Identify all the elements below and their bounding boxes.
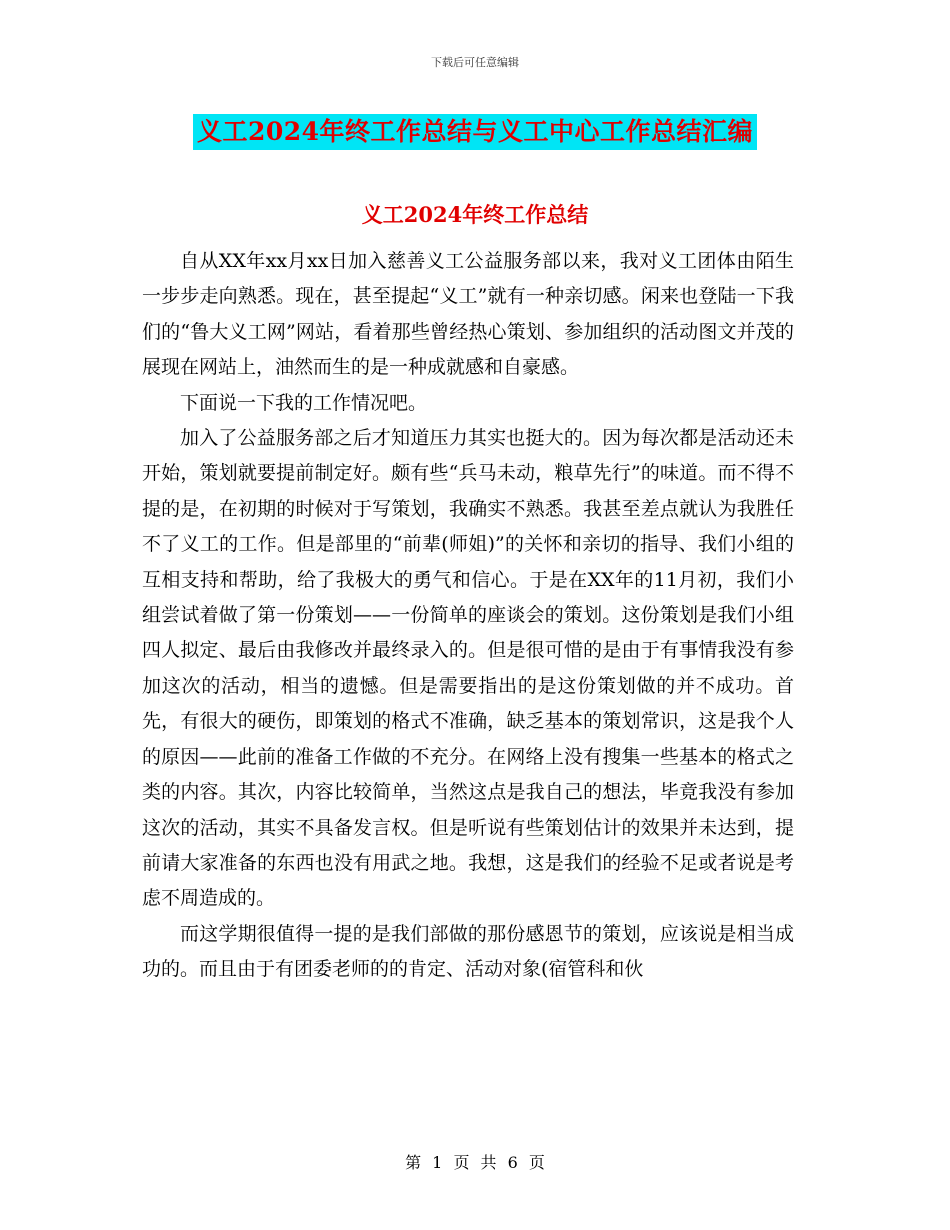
header-note: 下载后可任意编辑 <box>431 56 519 69</box>
paragraph: 而这学期很值得一提的是我们部做的那份感恩节的策划，应该说是相当成功的。而且由于有团委老师的的肯定、活动对象(宿管科和伙 <box>142 922 794 981</box>
main-title-container <box>0 114 950 150</box>
paragraph: 加入了公益服务部之后才知道压力其实也挺大的。因为每次都是活动还未开始，策划就要提前制定好。颇有些“兵马未动，粮草先行”的味道。而不得不提的是，在初期的时候对于写策划，我确实不熟悉。我甚至差点就认为我胜任不了义工的工作。但是部里的“前辈(师姐)”的关怀和亲切的指导、我们小组的互相支持和帮助，给了我极大的勇气和信心。于是在XX年的11月初，我们小组尝试着做了第一份策划——一份简单的座谈会的策划。这份策划是我们小组四人拟定、最后由我修改并最终录入的。但是很可惜的是由于有事情我没有参加这次的活动，相当的遗憾。但是需要指出的是这份策划做的并不成功。首先，有很大的硬伤，即策划的格式不准确，缺乏基本的策划常识，这是我个人的原因——此前的准备工作做的不充分。在网络上没有搜集一些基本的格式之类的内容。其次，内容比较简单，当然这点是我自己的想法，毕竟我没有参加这次的活动，其实不具备发言权。但是听说有些策划估计的效果并未达到，提前请大家准备的东西也没有用武之地。我想，这是我们的经验不足或者说是考虑不周造成的。 <box>142 427 794 910</box>
paragraph: 下面说一下我的工作情况吧。 <box>180 391 428 414</box>
page-footer: 第 1 页 共 6 页 <box>405 1153 545 1172</box>
section-title: 义工2024年终工作总结 <box>361 202 589 227</box>
document-body <box>142 244 794 988</box>
main-title: 义工2024年终工作总结与义工中心工作总结汇编 <box>193 114 757 150</box>
paragraph: 自从XX年xx月xx日加入慈善义工公益服务部以来，我对义工团体由陌生一步步走向熟悉。现在，甚至提起“义工”就有一种亲切感。闲来也登陆一下我们的“鲁大义工网”网站，看着那些曾经热心策划、参加组织的活动图文并茂的展现在网站上，油然而生的是一种成就感和自豪感。 <box>142 250 794 379</box>
